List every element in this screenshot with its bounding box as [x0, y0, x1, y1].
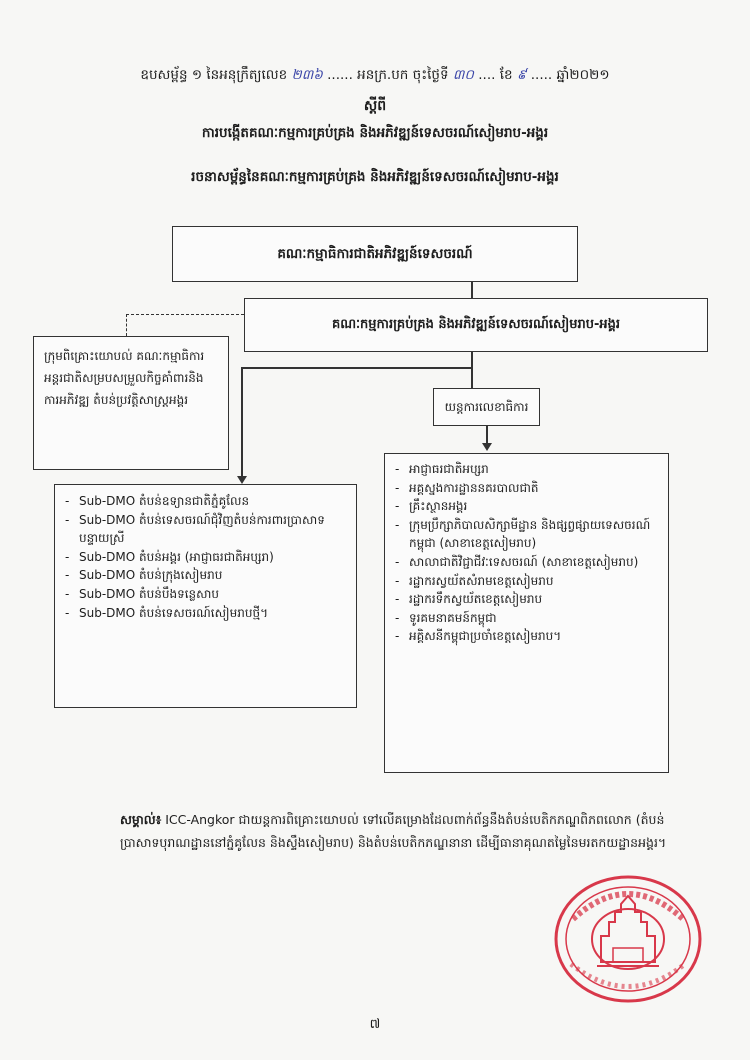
year-value: ឆ្នាំ២០២១: [556, 67, 610, 83]
page-number: ៧: [369, 1017, 381, 1032]
list-item: - រដ្ឋាករទឹកស្វយ័តខេត្តសៀមរាប: [393, 590, 660, 609]
subdecree-code: អនក្រ.បក ចុះថ្ងៃទី: [357, 67, 449, 83]
secretariat-box: យន្តការលេខាធិការ: [433, 388, 540, 426]
sub-dmo-list: [63, 492, 348, 622]
list-item: - Sub-DMO តំបន់បឹងទន្លេសាប: [63, 585, 348, 604]
title-about: ស្តីពី: [363, 98, 387, 114]
connector-horizontal: [241, 367, 472, 369]
connector-secretariat: [486, 426, 488, 444]
member-agencies-box: [384, 453, 669, 773]
siem-reap-committee-box: គណៈកម្មការគ្រប់គ្រង និងអភិវឌ្ឍន៍ទេសចរណ៍សៀមរាប-អង្គរ: [244, 298, 708, 352]
annex-prefix: ឧបសម្ព័ន្ធ ១ នៃអនុក្រឹត្យលេខ: [140, 67, 288, 83]
list-item: - Sub-DMO តំបន់ទេសចរណ៍សៀមរាបថ្មី។: [63, 604, 348, 623]
list-item: - គ្រឹះស្ថានអង្គរ: [393, 497, 660, 516]
connector-top: [471, 282, 473, 298]
subdecree-number: ២៣៦: [291, 67, 323, 83]
note-label: សម្គាល់៖: [120, 812, 162, 827]
sub-dmo-box: [54, 484, 357, 708]
member-agencies-list: [393, 460, 660, 646]
list-item: - Sub-DMO តំបន់ឧទ្យានជាតិភ្នំគូលែន: [63, 492, 348, 511]
national-committee-box: គណៈកម្មាធិការជាតិអភិវឌ្ឍន៍ទេសចរណ៍: [172, 226, 578, 282]
list-item: - Sub-DMO តំបន់ក្រុងសៀមរាប: [63, 566, 348, 585]
note-text: ជាយន្តការពិគ្រោះយោបល់ ទៅលើគម្រោងដែលពាក់ព័ន្ធនឹងតំបន់បេតិកភណ្ឌពិភពលោក (តំបន់ប្រាសាទបុរាណដ្ឋាននៅភ្នំគូលែន និងស្ទឹងសៀមរាប) និងតំបន់បេតិកភណ្ឌនានា ដើម្បីធានាគុណតម្លៃនៃមរតកយដ្ឋានអង្គរ។: [120, 812, 667, 850]
connector-right-drop: [471, 368, 473, 388]
list-item: - Sub-DMO តំបន់អង្គរ (អាជ្ញាធរជាតិអប្សរា): [63, 548, 348, 567]
list-item: - Sub-DMO តំបន់ទេសចរណ៍ជុំវិញតំបន់ការពារប្រាសាទបន្ទាយស្រី: [63, 511, 348, 548]
annex-header-line: ឧបសម្ព័ន្ធ ១ នៃអនុក្រឹត្យលេខ ២៣៦ ...... អនក្រ.បក ចុះថ្ងៃទី ៣០ .... ខែ ៩ ..... ឆ្នាំ២០២១: [140, 67, 610, 83]
advisory-dashed-connector: [126, 314, 244, 315]
list-item: - រដ្ឋាករស្វយ័តសំរាមខេត្តសៀមរាប: [393, 572, 660, 591]
subtitle-structure: រចនាសម្ព័ន្ធនៃគណៈកម្មការគ្រប់គ្រង និងអភិវឌ្ឍន៍ទេសចរណ៍សៀមរាប-អង្គរ: [191, 169, 559, 185]
arrow-to-sub-dmo: [237, 476, 247, 484]
arrow-to-members: [482, 443, 492, 451]
month-value: ៩: [516, 67, 527, 83]
list-item: - ទូរគមនាគមន៍កម្ពុជា: [393, 609, 660, 628]
connector-left-drop: [241, 367, 243, 477]
advisory-group-box: ក្រុមពិគ្រោះយោបល់ គណៈកម្មាធិការអន្តរជាតិសម្របសម្រួលកិច្ចគាំពារនិងការអភិវឌ្ឍ តំបន់ប្រវត្តិសាស្ត្រអង្គរ: [33, 336, 229, 470]
subtitle-establishment: ការបង្កើតគណៈកម្មការគ្រប់គ្រង និងអភិវឌ្ឍន៍ទេសចរណ៍សៀមរាប-អង្គរ: [201, 125, 549, 141]
advisory-dashed-drop: [126, 314, 127, 336]
day-value: ៣០: [452, 67, 474, 83]
official-seal-icon: [553, 874, 703, 1004]
list-item: - ក្រុមប្រឹក្សាភិបាលសិក្សាមីដ្ឋាន និងផ្សព្វផ្សាយទេសចរណ៍កម្ពុជា (សាខាខេត្តសៀមរាប): [393, 516, 660, 553]
connector-trunk: [471, 352, 473, 368]
list-item: - អគ្គស្នងការដ្ឋាននគរបាលជាតិ: [393, 479, 660, 498]
note-org: ICC-Angkor: [165, 812, 235, 827]
list-item: - អគ្គិសនីកម្ពុជាប្រចាំខេត្តសៀមរាប។: [393, 627, 660, 646]
list-item: - អាជ្ញាធរជាតិអប្សរា: [393, 460, 660, 479]
list-item: - សាលាជាតិវិជ្ជាជីវៈទេសចរណ៍ (សាខាខេត្តសៀមរាប): [393, 553, 660, 572]
month-label: ខែ: [499, 67, 513, 83]
note-paragraph: [120, 808, 680, 854]
